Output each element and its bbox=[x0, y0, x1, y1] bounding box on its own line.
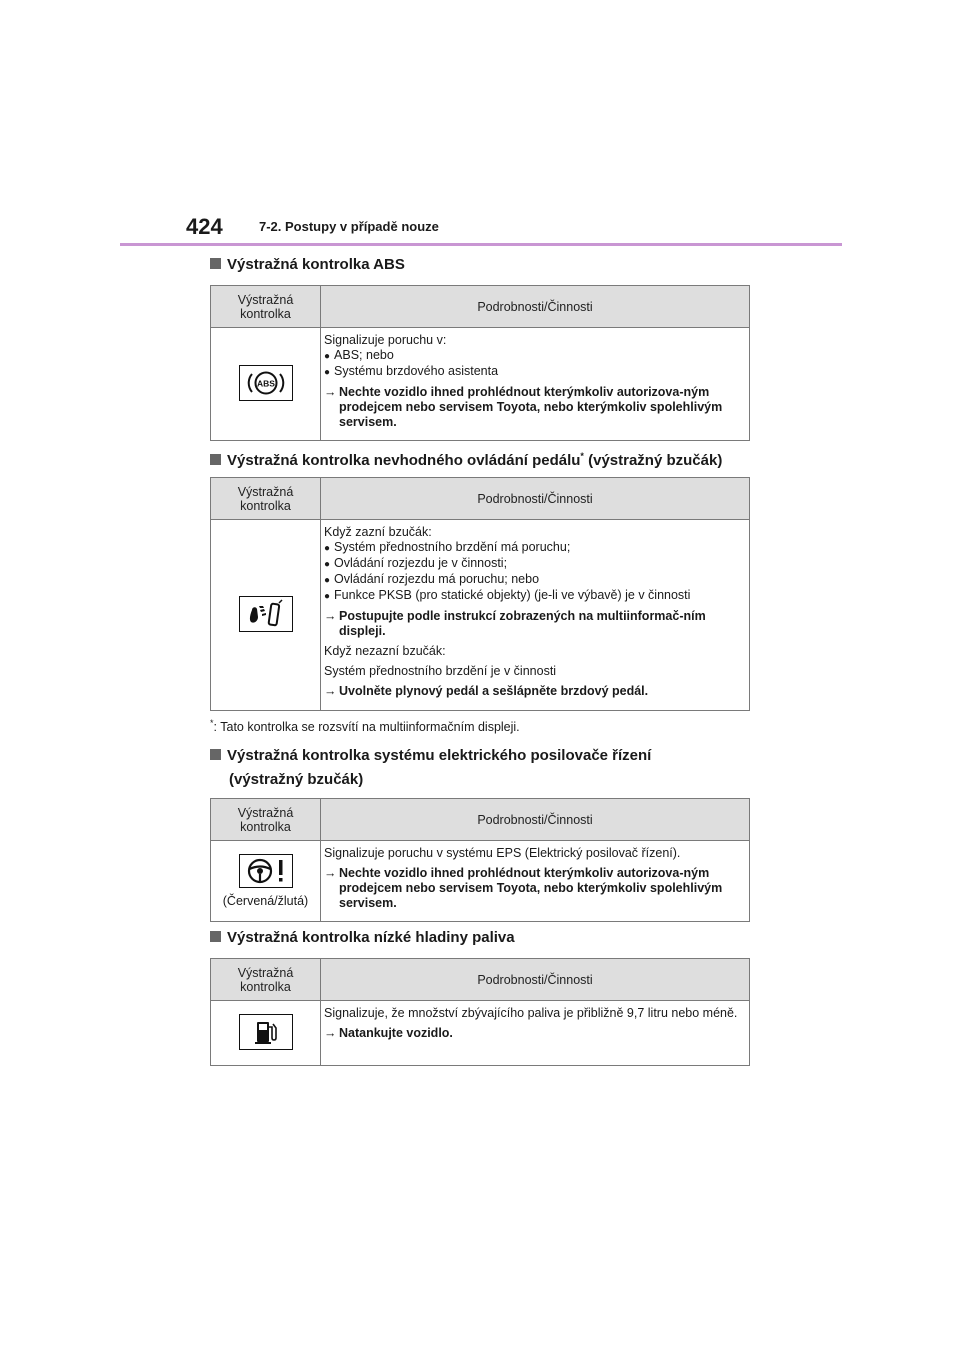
table-row bbox=[211, 520, 750, 711]
low-fuel-icon bbox=[239, 1014, 293, 1050]
details-intro: Když zazní bzučák: bbox=[324, 525, 432, 539]
section-title-eps: Výstražná kontrolka systému elektrického posilovače řízení bbox=[210, 744, 651, 768]
list-item: ● Systém přednostního brzdění má poruchu; bbox=[324, 540, 746, 556]
section-title-eps-line2: (výstražný bzučák) bbox=[229, 771, 364, 788]
page-number: 424 bbox=[186, 214, 223, 239]
table-header-row bbox=[211, 286, 750, 328]
column-header-light: Výstražná kontrolka bbox=[211, 286, 321, 328]
table-header-row bbox=[211, 478, 750, 520]
abs-warning-table bbox=[210, 285, 750, 441]
arrow-icon: → bbox=[324, 684, 337, 698]
abs-warning-icon bbox=[239, 365, 293, 401]
table-row bbox=[211, 1001, 750, 1066]
footnote: *: Tato kontrolka se rozsvítí na multiinformačním displeji. bbox=[210, 718, 520, 735]
power-steering-warning-icon bbox=[239, 854, 293, 888]
arrow-icon: → bbox=[324, 609, 337, 623]
details-intro: Signalizuje poruchu v: bbox=[324, 333, 447, 347]
pedal-misoperation-icon bbox=[239, 596, 293, 632]
section-title-pedal: Výstražná kontrolka nevhodného ovládání pedálu* (výstražný bzučák) bbox=[210, 444, 722, 473]
icon-cell bbox=[211, 1001, 321, 1066]
column-header-light: Výstražná kontrolka bbox=[211, 478, 321, 520]
action-text: → Natankujte vozidlo. bbox=[324, 1026, 453, 1040]
details-intro: Signalizuje, že množství zbývajícího paliva je přibližně 9,7 litru nebo méně. bbox=[324, 1006, 738, 1020]
chapter-title: 7-2. Postupy v případě nouze bbox=[259, 219, 439, 234]
list-item: ● Ovládání rozjezdu je v činnosti; bbox=[324, 556, 746, 572]
icon-cell bbox=[211, 841, 321, 922]
arrow-icon: → bbox=[324, 1026, 337, 1040]
section-marker bbox=[210, 749, 221, 760]
list-item: ● Ovládání rozjezdu má poruchu; nebo bbox=[324, 572, 746, 588]
details-intro: Signalizuje poruchu v systému EPS (Elektrický posilovač řízení). bbox=[324, 846, 681, 860]
section-title-abs: Výstražná kontrolka ABS bbox=[210, 253, 405, 277]
list-item: ● ABS; nebo bbox=[324, 348, 746, 364]
list-item: ● Systému brzdového asistenta bbox=[324, 364, 746, 380]
section-title-fuel: Výstražná kontrolka nízké hladiny paliva bbox=[210, 926, 515, 950]
action-text: → Nechte vozidlo ihned prohlédnout kterýmkoliv autorizova-ným prodejcem nebo servisem Toyota, nebo kterýmkoliv spolehlivým servisem. bbox=[324, 385, 723, 429]
section-marker bbox=[210, 454, 221, 465]
table-row bbox=[211, 328, 750, 441]
arrow-icon: → bbox=[324, 866, 337, 880]
header-divider bbox=[120, 243, 842, 246]
action-text: → Nechte vozidlo ihned prohlédnout kterýmkoliv autorizova-ným prodejcem nebo servisem Toyota, nebo kterýmkoliv spolehlivým servisem. bbox=[324, 866, 723, 910]
icon-color-note: (Červená/žlutá) bbox=[222, 894, 309, 908]
details-cell bbox=[321, 328, 750, 441]
pedal-warning-table bbox=[210, 477, 750, 711]
icon-cell bbox=[211, 328, 321, 441]
list-item: ● Funkce PKSB (pro statické objekty) (je-li ve výbavě) je v činnosti bbox=[324, 588, 746, 604]
details-intro-no-buzzer: Když nezazní bzučák: bbox=[324, 644, 446, 658]
table-header-row bbox=[211, 799, 750, 841]
column-header-details: Podrobnosti/Činnosti bbox=[321, 959, 750, 1001]
arrow-icon: → bbox=[324, 385, 337, 399]
column-header-light: Výstražná kontrolka bbox=[211, 959, 321, 1001]
icon-cell bbox=[211, 520, 321, 711]
column-header-details: Podrobnosti/Činnosti bbox=[321, 286, 750, 328]
details-cell bbox=[321, 1001, 750, 1066]
table-header-row bbox=[211, 959, 750, 1001]
details-cell bbox=[321, 520, 750, 711]
details-cell bbox=[321, 841, 750, 922]
column-header-light: Výstražná kontrolka bbox=[211, 799, 321, 841]
column-header-details: Podrobnosti/Činnosti bbox=[321, 478, 750, 520]
action-text: → Uvolněte plynový pedál a sešlápněte brzdový pedál. bbox=[324, 684, 649, 698]
section-marker bbox=[210, 258, 221, 269]
action-text: → Postupujte podle instrukcí zobrazených na multiinformač-ním displeji. bbox=[324, 609, 706, 638]
svg-text:ABS: ABS bbox=[256, 378, 275, 388]
details-text: Systém přednostního brzdění je v činnosti bbox=[324, 664, 557, 678]
eps-warning-table bbox=[210, 798, 750, 922]
table-row bbox=[211, 841, 750, 922]
column-header-details: Podrobnosti/Činnosti bbox=[321, 799, 750, 841]
fuel-warning-table bbox=[210, 958, 750, 1066]
section-marker bbox=[210, 931, 221, 942]
